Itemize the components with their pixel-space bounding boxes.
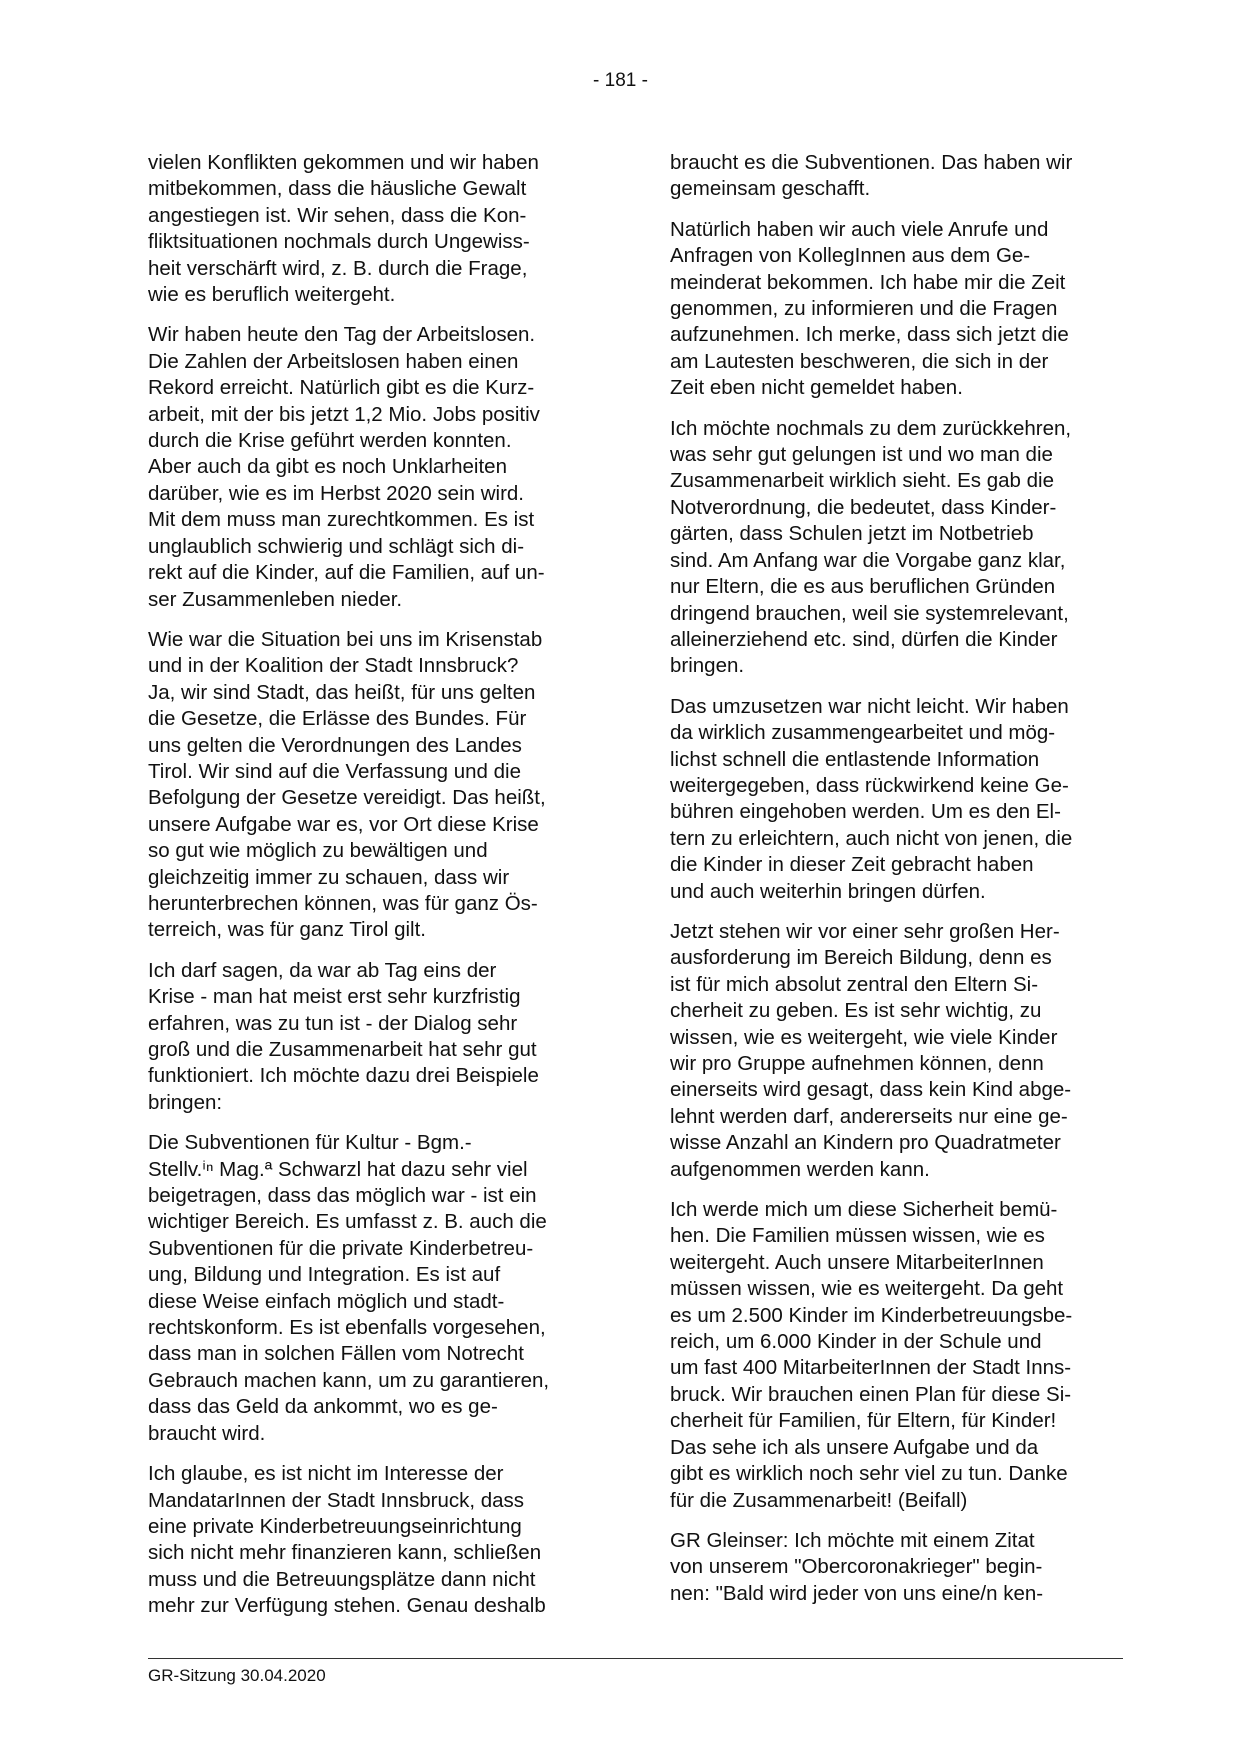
text-line: Die Subventionen für Kultur - Bgm.-	[148, 1131, 472, 1155]
text-line: alleinerziehend etc. sind, dürfen die Kinder	[670, 627, 1058, 651]
text-line: Ja, wir sind Stadt, das heißt, für uns gelten	[148, 680, 536, 704]
text-line: Ich werde mich um diese Sicherheit bemü-	[670, 1198, 1058, 1222]
paragraph	[670, 1528, 1118, 1607]
text-line: ung, Bildung und Integration. Es ist auf	[148, 1263, 501, 1287]
text-line: dass das Geld da ankommt, wo es ge-	[148, 1395, 498, 1419]
text-line: meinderat bekommen. Ich habe mir die Zeit	[670, 270, 1066, 294]
text-line: aufzunehmen. Ich merke, dass sich jetzt die	[670, 323, 1069, 347]
text-line: und auch weiterhin bringen dürfen.	[670, 879, 986, 903]
page-number: - 181 -	[593, 70, 648, 91]
text-line: ser Zusammenleben nieder.	[148, 587, 403, 611]
paragraph	[148, 150, 596, 308]
text-line: fliktsituationen nochmals durch Ungewiss-	[148, 230, 530, 254]
text-line: cherheit für Familien, für Eltern, für Kinder!	[670, 1409, 1057, 1433]
text-line: reich, um 6.000 Kinder in der Schule und	[670, 1330, 1042, 1354]
text-line: gemeinsam geschafft.	[670, 177, 871, 201]
text-line: darüber, wie es im Herbst 2020 sein wird.	[148, 481, 525, 505]
text-line: GR Gleinser: Ich möchte mit einem Zitat	[670, 1528, 1035, 1552]
paragraph	[670, 694, 1118, 905]
text-line: weitergeht. Auch unsere MitarbeiterInnen	[670, 1250, 1044, 1274]
text-line: sich nicht mehr finanzieren kann, schließen	[148, 1541, 542, 1565]
text-line: ist für mich absolut zentral den Eltern Si-	[670, 972, 1039, 996]
text-line: Natürlich haben wir auch viele Anrufe und	[670, 217, 1049, 241]
text-line: lehnt werden darf, andererseits nur eine ge-	[670, 1104, 1068, 1128]
text-line: bühren eingehoben werden. Um es den El-	[670, 800, 1061, 824]
text-line: Mit dem muss man zurechtkommen. Es ist	[148, 508, 535, 532]
text-line: so gut wie möglich zu bewältigen und	[148, 839, 488, 863]
text-line: Das sehe ich als unsere Aufgabe und da	[670, 1435, 1039, 1459]
text-line: weitergegeben, dass rückwirkend keine Ge-	[670, 773, 1069, 797]
text-line: hen. Die Familien müssen wissen, wie es	[670, 1224, 1045, 1248]
text-line: Rekord erreicht. Natürlich gibt es die Kurz-	[148, 376, 535, 400]
text-line: Die Zahlen der Arbeitslosen haben einen	[148, 349, 519, 373]
text-line: uns gelten die Verordnungen des Landes	[148, 733, 522, 757]
text-line: Krise - man hat meist erst sehr kurzfristig	[148, 985, 521, 1009]
right-text-column	[670, 150, 1118, 1621]
text-line: und in der Koalition der Stadt Innsbruck?	[148, 654, 519, 678]
text-line: von unserem "Obercoronakrieger" begin-	[670, 1555, 1043, 1579]
text-line: erfahren, was zu tun ist - der Dialog sehr	[148, 1011, 518, 1035]
text-line: unsere Aufgabe war es, vor Ort diese Krise	[148, 812, 539, 836]
text-line: Ich glaube, es ist nicht im Interesse der	[148, 1462, 504, 1486]
text-line: wichtiger Bereich. Es umfasst z. B. auch die	[148, 1210, 547, 1234]
text-line: wisse Anzahl an Kindern pro Quadratmeter	[670, 1131, 1061, 1155]
text-line: einerseits wird gesagt, dass kein Kind abge-	[670, 1078, 1072, 1102]
paragraph	[670, 416, 1118, 680]
text-line: dringend brauchen, weil sie systemrelevant,	[670, 601, 1069, 625]
paragraph	[148, 1130, 596, 1447]
text-line: für die Zusammenarbeit! (Beifall)	[670, 1488, 968, 1512]
text-line: Notverordnung, die bedeutet, dass Kinder-	[670, 495, 1057, 519]
text-line: Wir haben heute den Tag der Arbeitslosen.	[148, 323, 536, 347]
text-line: die Kinder in dieser Zeit gebracht haben	[670, 853, 1034, 877]
text-line: groß und die Zusammenarbeit hat sehr gut	[148, 1038, 537, 1061]
text-line: nur Eltern, die es aus beruflichen Gründen	[670, 575, 1056, 599]
text-line: Wie war die Situation bei uns im Krisenstab	[148, 627, 543, 651]
text-line: diese Weise einfach möglich und stadt-	[148, 1289, 505, 1313]
text-line: durch die Krise geführt werden konnten.	[148, 429, 512, 453]
text-line: bruck. Wir brauchen einen Plan für diese Si-	[670, 1382, 1072, 1406]
text-line: braucht wird.	[148, 1421, 266, 1445]
text-line: mehr zur Verfügung stehen. Genau deshalb	[148, 1594, 546, 1618]
text-line: rechtskonform. Es ist ebenfalls vorgesehen,	[148, 1316, 546, 1340]
text-line: wie es beruflich weitergeht.	[148, 283, 396, 307]
text-line: aufgenommen werden kann.	[670, 1157, 930, 1181]
text-line: funktioniert. Ich möchte dazu drei Beispiele	[148, 1064, 539, 1088]
text-line: um fast 400 MitarbeiterInnen der Stadt Inns-	[670, 1356, 1072, 1380]
paragraph	[148, 322, 596, 612]
text-line: ausforderung im Bereich Bildung, denn es	[670, 946, 1052, 970]
footer-session-date: GR-Sitzung 30.04.2020	[148, 1666, 326, 1685]
text-line: was sehr gut gelungen ist und wo man die	[670, 443, 1053, 467]
paragraph	[670, 217, 1118, 402]
text-line: Befolgung der Gesetze vereidigt. Das heißt,	[148, 786, 546, 810]
text-line: bringen:	[148, 1090, 223, 1114]
text-line: muss und die Betreuungsplätze dann nicht	[148, 1567, 536, 1591]
text-line: Zusammenarbeit wirklich sieht. Es gab die	[670, 469, 1054, 493]
paragraph	[670, 919, 1118, 1183]
paragraph	[148, 627, 596, 944]
text-line: gärten, dass Schulen jetzt im Notbetrieb	[670, 522, 1034, 546]
text-line: vielen Konflikten gekommen und wir haben	[148, 151, 539, 174]
text-line: genommen, zu informieren und die Fragen	[670, 297, 1058, 321]
paragraph	[670, 1197, 1118, 1514]
text-line: sind. Am Anfang war die Vorgabe ganz klar,	[670, 548, 1066, 572]
text-line: die Gesetze, die Erlässe des Bundes. Für	[148, 707, 527, 731]
text-line: Das umzusetzen war nicht leicht. Wir haben	[670, 694, 1069, 718]
text-line: mitbekommen, dass die häusliche Gewalt	[148, 177, 527, 201]
text-line: Gebrauch machen kann, um zu garantieren,	[148, 1368, 550, 1392]
text-line: lichst schnell die entlastende Information	[670, 747, 1040, 771]
text-line: Subventionen für die private Kinderbetreu-	[148, 1236, 534, 1260]
text-line: gleichzeitig immer zu schauen, dass wir	[148, 865, 510, 889]
text-line: Tirol. Wir sind auf die Verfassung und die	[148, 759, 521, 783]
text-line: Anfragen von KollegInnen aus dem Ge-	[670, 244, 1031, 268]
text-line: bringen.	[670, 654, 745, 678]
text-line: arbeit, mit der bis jetzt 1,2 Mio. Jobs positiv	[148, 402, 540, 426]
text-line: Ich möchte nochmals zu dem zurückkehren,	[670, 416, 1072, 440]
left-text-column	[148, 150, 596, 1634]
text-line: braucht es die Subventionen. Das haben wir	[670, 151, 1073, 174]
text-line: wissen, wie es weitergeht, wie viele Kinder	[670, 1025, 1058, 1049]
footer-divider	[148, 1658, 1123, 1659]
text-line: eine private Kinderbetreuungseinrichtung	[148, 1514, 522, 1538]
text-line: Stellv.ⁱⁿ Mag.ª Schwarzl hat dazu sehr viel	[148, 1157, 528, 1181]
text-line: Jetzt stehen wir vor einer sehr großen Her-	[670, 919, 1060, 943]
text-line: es um 2.500 Kinder im Kinderbetreuungsbe-	[670, 1303, 1073, 1327]
text-line: herunterbrechen können, was für ganz Ös-	[148, 891, 538, 915]
paragraph	[670, 150, 1118, 203]
text-line: beigetragen, dass das möglich war - ist ein	[148, 1184, 537, 1208]
text-line: rekt auf die Kinder, auf die Familien, auf un-	[148, 561, 545, 585]
text-line: gibt es wirklich noch sehr viel zu tun. Danke	[670, 1462, 1068, 1486]
text-line: nen: "Bald wird jeder von uns eine/n ken-	[670, 1581, 1044, 1605]
paragraph	[148, 1461, 596, 1619]
text-line: terreich, was für ganz Tirol gilt.	[148, 918, 426, 942]
text-line: heit verschärft wird, z. B. durch die Frage,	[148, 256, 528, 280]
text-line: Aber auch da gibt es noch Unklarheiten	[148, 455, 507, 479]
paragraph	[148, 958, 596, 1116]
text-line: Zeit eben nicht gemeldet haben.	[670, 376, 963, 400]
text-line: unglaublich schwierig und schlägt sich di-	[148, 534, 525, 558]
text-line: tern zu erleichtern, auch nicht von jenen, die	[670, 826, 1073, 850]
text-line: müssen wissen, wie es weitergeht. Da geht	[670, 1277, 1064, 1301]
text-line: cherheit zu geben. Es ist sehr wichtig, zu	[670, 999, 1042, 1023]
text-line: da wirklich zusammengearbeitet und mög-	[670, 721, 1056, 745]
text-line: wir pro Gruppe aufnehmen können, denn	[670, 1052, 1044, 1075]
text-line: Ich darf sagen, da war ab Tag eins der	[148, 958, 497, 982]
text-line: angestiegen ist. Wir sehen, dass die Kon-	[148, 203, 527, 227]
text-line: MandatarInnen der Stadt Innsbruck, dass	[148, 1488, 525, 1512]
text-line: dass man in solchen Fällen vom Notrecht	[148, 1342, 525, 1366]
text-line: am Lautesten beschweren, die sich in der	[670, 349, 1049, 373]
